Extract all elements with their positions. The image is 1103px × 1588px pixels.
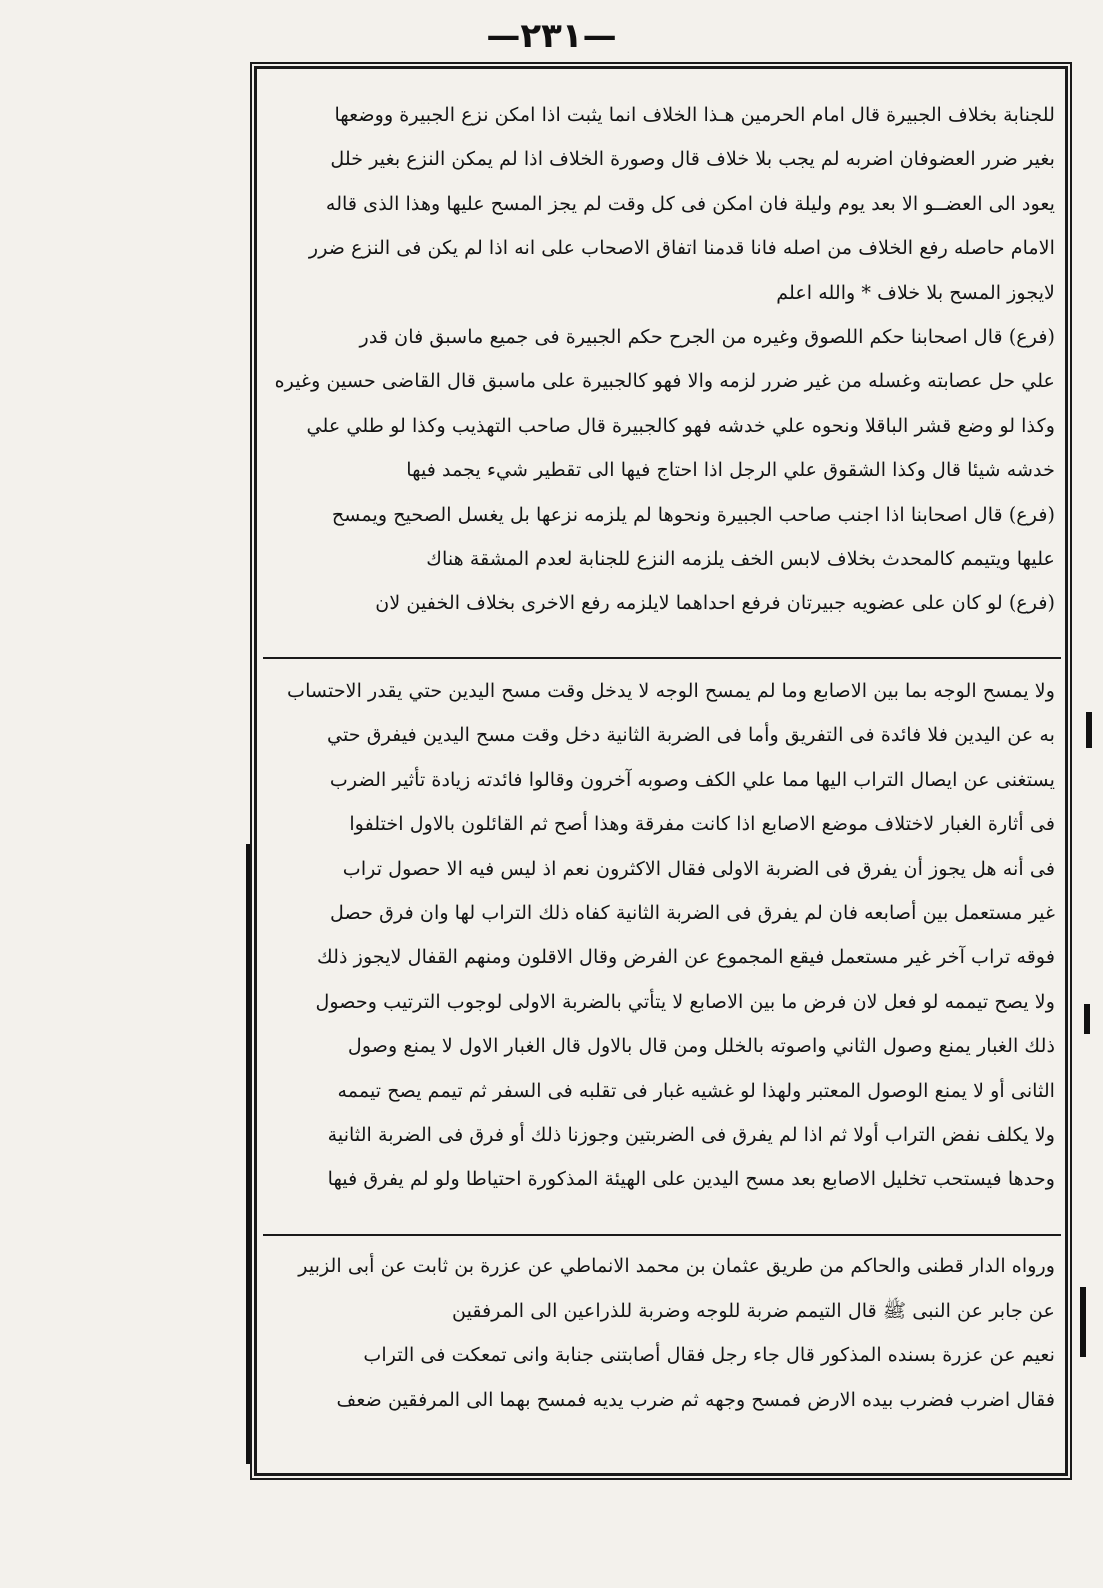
text-line: فى أنه هل يجوز أن يفرق فى الضربة الاولى فقال الاكثرون نعم اذ ليس فيه الا حصول تراب <box>342 856 1055 880</box>
text-line: ورواه الدار قطنى والحاكم من طريق عثمان بن محمد الانماطي عن عزرة بن ثابت عن أبى الزبير <box>298 1254 1055 1277</box>
text-line: نعيم عن عزرة بسنده المذكور قال جاء رجل فقال أصابتنى جنابة وانى تمعكت فى التراب <box>363 1343 1055 1367</box>
text-line: خدشه شيئا قال وكذا الشقوق علي الرجل اذا احتاج فيها الى تقطير شيء يجمد فيها <box>406 458 1055 482</box>
text-line: فى أثارة الغبار لاختلاف موضع الاصابع اذا كانت مفرقة وهذا أصح ثم القائلون بالاول اختلفوا <box>349 812 1055 836</box>
upper-text-block <box>273 93 1055 626</box>
text-line: لايجوز المسح بلا خلاف * والله اعلم <box>776 280 1055 304</box>
text-line: (فرع) لو كان على عضويه جبيرتان فرفع احداهما لايلزمه رفع الاخرى بخلاف الخفين لان <box>375 591 1055 615</box>
scan-edge-mark <box>1084 1004 1090 1034</box>
text-line: ذلك الغبار يمنع وصول الثاني واصوته بالخلل ومن قال بالاول قال الغبار الاول لا يمنع وصول <box>347 1034 1055 1058</box>
page-number: —٢٣١— <box>486 16 617 56</box>
lower-text-block <box>273 1244 1055 1422</box>
text-line: ولا يصح تيممه لو فعل لان فرض ما بين الاصابع لا يتأتي بالضربة الاولى لوجوب الترتيب وحصول <box>315 989 1055 1013</box>
text-line: فوقه تراب آخر غير مستعمل فيقع المجموع عن الفرض وقال الاقلون ومنهم القفال لايجوز ذلك <box>317 945 1055 969</box>
text-line: فقال اضرب فضرب بيده الارض فمسح وجهه ثم ضرب يديه فمسح بهما الى المرفقين ضعف <box>336 1387 1055 1411</box>
scan-edge-mark <box>246 844 250 1464</box>
scan-edge-mark <box>1086 712 1092 748</box>
text-line: يستغنى عن ايصال التراب اليها مما علي الكف وصوبه آخرون وقالوا فائدته زيادة تأثير الضرب <box>329 767 1055 791</box>
text-line: الامام حاصله رفع الخلاف من اصله فانا قدمنا اتفاق الاصحاب على انه اذا لم يكن فى النزع ضرر <box>308 236 1055 260</box>
middle-text-block <box>273 669 1055 1202</box>
text-line: وكذا لو وضع قشر الباقلا ونحوه علي خدشه فهو كالجبيرة قال صاحب التهذيب وكذا لو طلي علي <box>306 413 1055 437</box>
text-line: ولا يكلف نفض التراب أولا ثم اذا لم يفرق فى الضربتين وجوزنا ذلك أو فرق فى الضربة الثانية <box>327 1122 1055 1146</box>
text-line: (فرع) قال اصحابنا حكم اللصوق وغيره من الجرح حكم الجبيرة فى جميع ماسبق فان قدر <box>359 324 1055 348</box>
text-line: علي حل عصابته وغسله من غير ضرر لزمه والا فهو كالجبيرة على ماسبق قال القاضى حسين وغيره <box>274 369 1055 393</box>
section-divider <box>263 657 1061 659</box>
text-line: للجنابة بخلاف الجبيرة قال امام الحرمين هـذا الخلاف انما يثبت اذا امكن نزع الجبيرة ووضعها <box>334 103 1055 126</box>
text-line: عليها ويتيمم كالمحدث بخلاف لابس الخف يلزمه النزع للجنابة لعدم المشقة هناك <box>426 546 1055 570</box>
page-frame <box>254 66 1068 1476</box>
text-line: (فرع) قال اصحابنا اذا اجنب صاحب الجبيرة ونحوها لم يلزمه نزعها بل يغسل الصحيح ويمسح <box>331 502 1055 526</box>
text-line: وحدها فيستحب تخليل الاصابع بعد مسح اليدين على الهيئة المذكورة احتياطا ولو لم يفرق فيها <box>327 1167 1055 1191</box>
text-line: يعود الى العضــو الا بعد يوم وليلة فان امكن فى كل وقت لم يجز المسح عليها وهذا الذى قاله <box>325 191 1055 215</box>
text-line: بغير ضرر العضوفان اضربه لم يجب بلا خلاف قال وصورة الخلاف اذا لم يمكن النزع بغير خلل <box>330 147 1055 171</box>
scan-edge-mark <box>1080 1287 1086 1357</box>
text-line: عن جابر عن النبى ﷺ قال التيمم ضربة للوجه وضربة للذراعين الى المرفقين <box>452 1298 1055 1322</box>
text-line: غير مستعمل بين أصابعه فان لم يفرق فى الضربة الثانية كفاه ذلك التراب لها وان فرق حصل <box>330 900 1055 924</box>
text-line: الثانى أو لا يمنع الوصول المعتبر ولهذا لو غشيه غبار فى تقلبه فى السفر ثم تيمم يصح تيممه <box>337 1078 1055 1102</box>
section-divider <box>263 1234 1061 1236</box>
text-line: ولا يمسح الوجه بما بين الاصابع وما لم يمسح الوجه لا يدخل وقت مسح اليدين حتي يقدر الاحتساب <box>287 679 1055 702</box>
text-line: به عن اليدين فلا فائدة فى التفريق وأما فى الضربة الثانية دخل وقت مسح اليدين فيفرق حتي <box>326 723 1055 747</box>
